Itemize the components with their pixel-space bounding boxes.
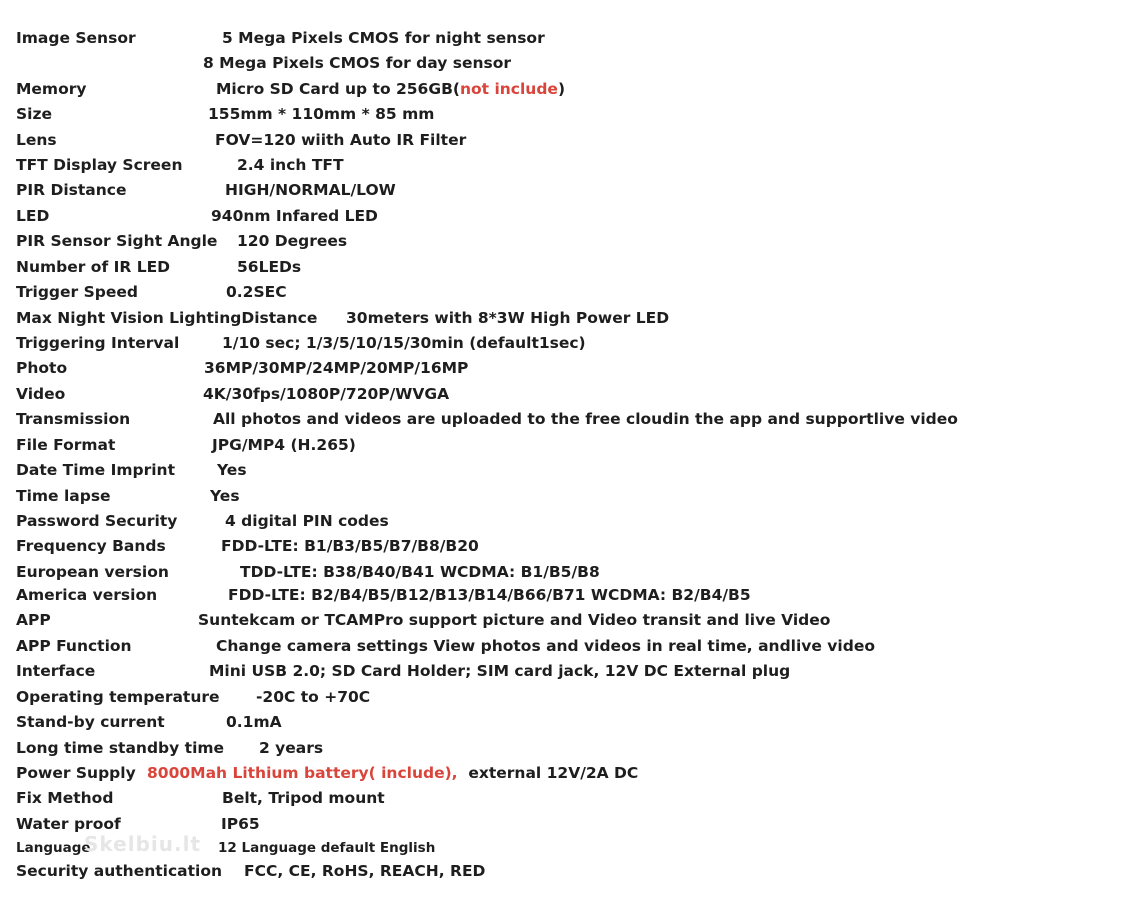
spec-label: Power Supply [16,764,136,782]
spec-label: Trigger Speed [16,283,138,301]
spec-value: 0.2SEC [226,283,287,301]
spec-value: 56LEDs [237,258,302,276]
spec-value: FDD-LTE: B2/B4/B5/B12/B13/B14/B66/B71 WCDMA: B2/B4/B5 [228,586,751,604]
spec-value: 2.4 inch TFT [237,156,344,174]
spec-row-password [0,509,1136,533]
spec-value: Yes [217,461,247,479]
spec-value: 30meters with 8*3W High Power LED [346,309,670,327]
spec-value: 36MP/30MP/24MP/20MP/16MP [204,359,469,377]
spec-row-tft-display [0,153,1136,177]
spec-row-time-lapse [0,484,1136,508]
watermark: Skelbiu.lt [84,832,202,856]
spec-row-lens [0,128,1136,152]
spec-value: 12 Language default English [218,840,436,856]
spec-value: Suntekcam or TCAMPro support picture and Video transit and live Video [198,611,831,629]
spec-value: FCC, CE, RoHS, REACH, RED [244,862,486,880]
spec-value: 155mm * 110mm * 85 mm [208,105,435,123]
spec-label: Time lapse [16,487,111,505]
spec-row-date-imprint [0,458,1136,482]
spec-label: Long time standby time [16,739,225,757]
spec-value: 0.1mA [226,713,282,731]
spec-label: Image Sensor [16,29,136,47]
spec-value [147,761,638,785]
spec-label: Transmission [16,410,131,428]
spec-label: Number of IR LED [16,258,171,276]
spec-label: Password Security [16,512,178,530]
spec-row-led [0,204,1136,228]
spec-row-app [0,608,1136,632]
spec-value: 120 Degrees [237,232,348,250]
spec-label: Frequency Bands [16,537,166,555]
spec-label: Max Night Vision LightingDistance [16,309,318,327]
spec-value: HIGH/NORMAL/LOW [225,181,396,199]
spec-value-highlight: 8000Mah Lithium battery( include), [147,764,458,782]
spec-row-trigger-speed [0,280,1136,304]
spec-label: Water proof [16,815,121,833]
spec-row-app-function [0,634,1136,658]
spec-row-america-version [0,583,1136,607]
spec-value: IP65 [221,815,260,833]
spec-row-transmission [0,407,1136,431]
spec-value: All photos and videos are uploaded to the free cloudin the app and supportlive video [213,410,958,428]
spec-value: TDD-LTE: B38/B40/B41 WCDMA: B1/B5/B8 [240,563,600,581]
spec-label: Language [16,840,91,856]
spec-label: Operating temperature [16,688,220,706]
spec-value: 2 years [259,739,324,757]
spec-row-power-supply [0,761,1136,785]
spec-label: Size [16,105,53,123]
spec-label: America version [16,586,158,604]
spec-value: 5 Mega Pixels CMOS for night sensor [222,29,545,47]
spec-row-file-format [0,433,1136,457]
spec-value [216,77,565,101]
spec-label: APP [16,611,51,629]
spec-row-image-sensor-day [0,51,1136,75]
spec-value: FDD-LTE: B1/B3/B5/B7/B8/B20 [221,537,479,555]
spec-row-fix-method [0,786,1136,810]
spec-label: TFT Display Screen [16,156,183,174]
spec-label: European version [16,563,169,581]
spec-value: Mini USB 2.0; SD Card Holder; SIM card jack, 12V DC External plug [209,662,791,680]
spec-row-photo [0,356,1136,380]
spec-value-text: Micro SD Card up to 256GB( [216,80,460,98]
spec-row-size [0,102,1136,126]
spec-row-frequency-bands [0,534,1136,558]
spec-row-pir-distance [0,178,1136,202]
spec-value: Belt, Tripod mount [222,789,385,807]
spec-value: Yes [210,487,240,505]
spec-value: JPG/MP4 (H.265) [212,436,356,454]
spec-label: Photo [16,359,68,377]
spec-label: File Format [16,436,116,454]
spec-row-trigger-interval [0,331,1136,355]
spec-row-video [0,382,1136,406]
spec-value: 1/10 sec; 1/3/5/10/15/30min (default1sec) [222,334,586,352]
spec-row-interface [0,659,1136,683]
spec-label: PIR Distance [16,181,127,199]
spec-row-ir-led-count [0,255,1136,279]
spec-label: Security authentication [16,862,223,880]
spec-value: -20C to +70C [256,688,371,706]
spec-label: Fix Method [16,789,114,807]
spec-value: Change camera settings View photos and videos in real time, andlive video [216,637,875,655]
spec-label: Interface [16,662,96,680]
spec-row-european-version [0,560,1136,584]
spec-row-security-auth [0,859,1136,883]
spec-label: Triggering Interval [16,334,180,352]
spec-row-night-vision [0,306,1136,330]
spec-value-text: external 12V/2A DC [457,764,639,782]
spec-value-text: ) [557,80,566,98]
spec-label: Date Time Imprint [16,461,176,479]
spec-value: 940nm Infared LED [211,207,378,225]
spec-value: 4K/30fps/1080P/720P/WVGA [203,385,450,403]
spec-row-image-sensor [0,26,1136,50]
spec-value: FOV=120 wiith Auto IR Filter [215,131,467,149]
spec-label: Video [16,385,66,403]
spec-value: 8 Mega Pixels CMOS for day sensor [203,54,512,72]
spec-label: APP Function [16,637,132,655]
spec-row-memory [0,77,1136,101]
spec-row-standby-time [0,736,1136,760]
spec-value-highlight: not include [459,80,558,98]
spec-value: 4 digital PIN codes [225,512,389,530]
spec-row-pir-angle [0,229,1136,253]
spec-row-operating-temp [0,685,1136,709]
spec-label: LED [16,207,50,225]
spec-row-standby-current [0,710,1136,734]
spec-label: Memory [16,80,87,98]
spec-label: Lens [16,131,57,149]
spec-label: Stand-by current [16,713,165,731]
spec-label: PIR Sensor Sight Angle [16,232,218,250]
